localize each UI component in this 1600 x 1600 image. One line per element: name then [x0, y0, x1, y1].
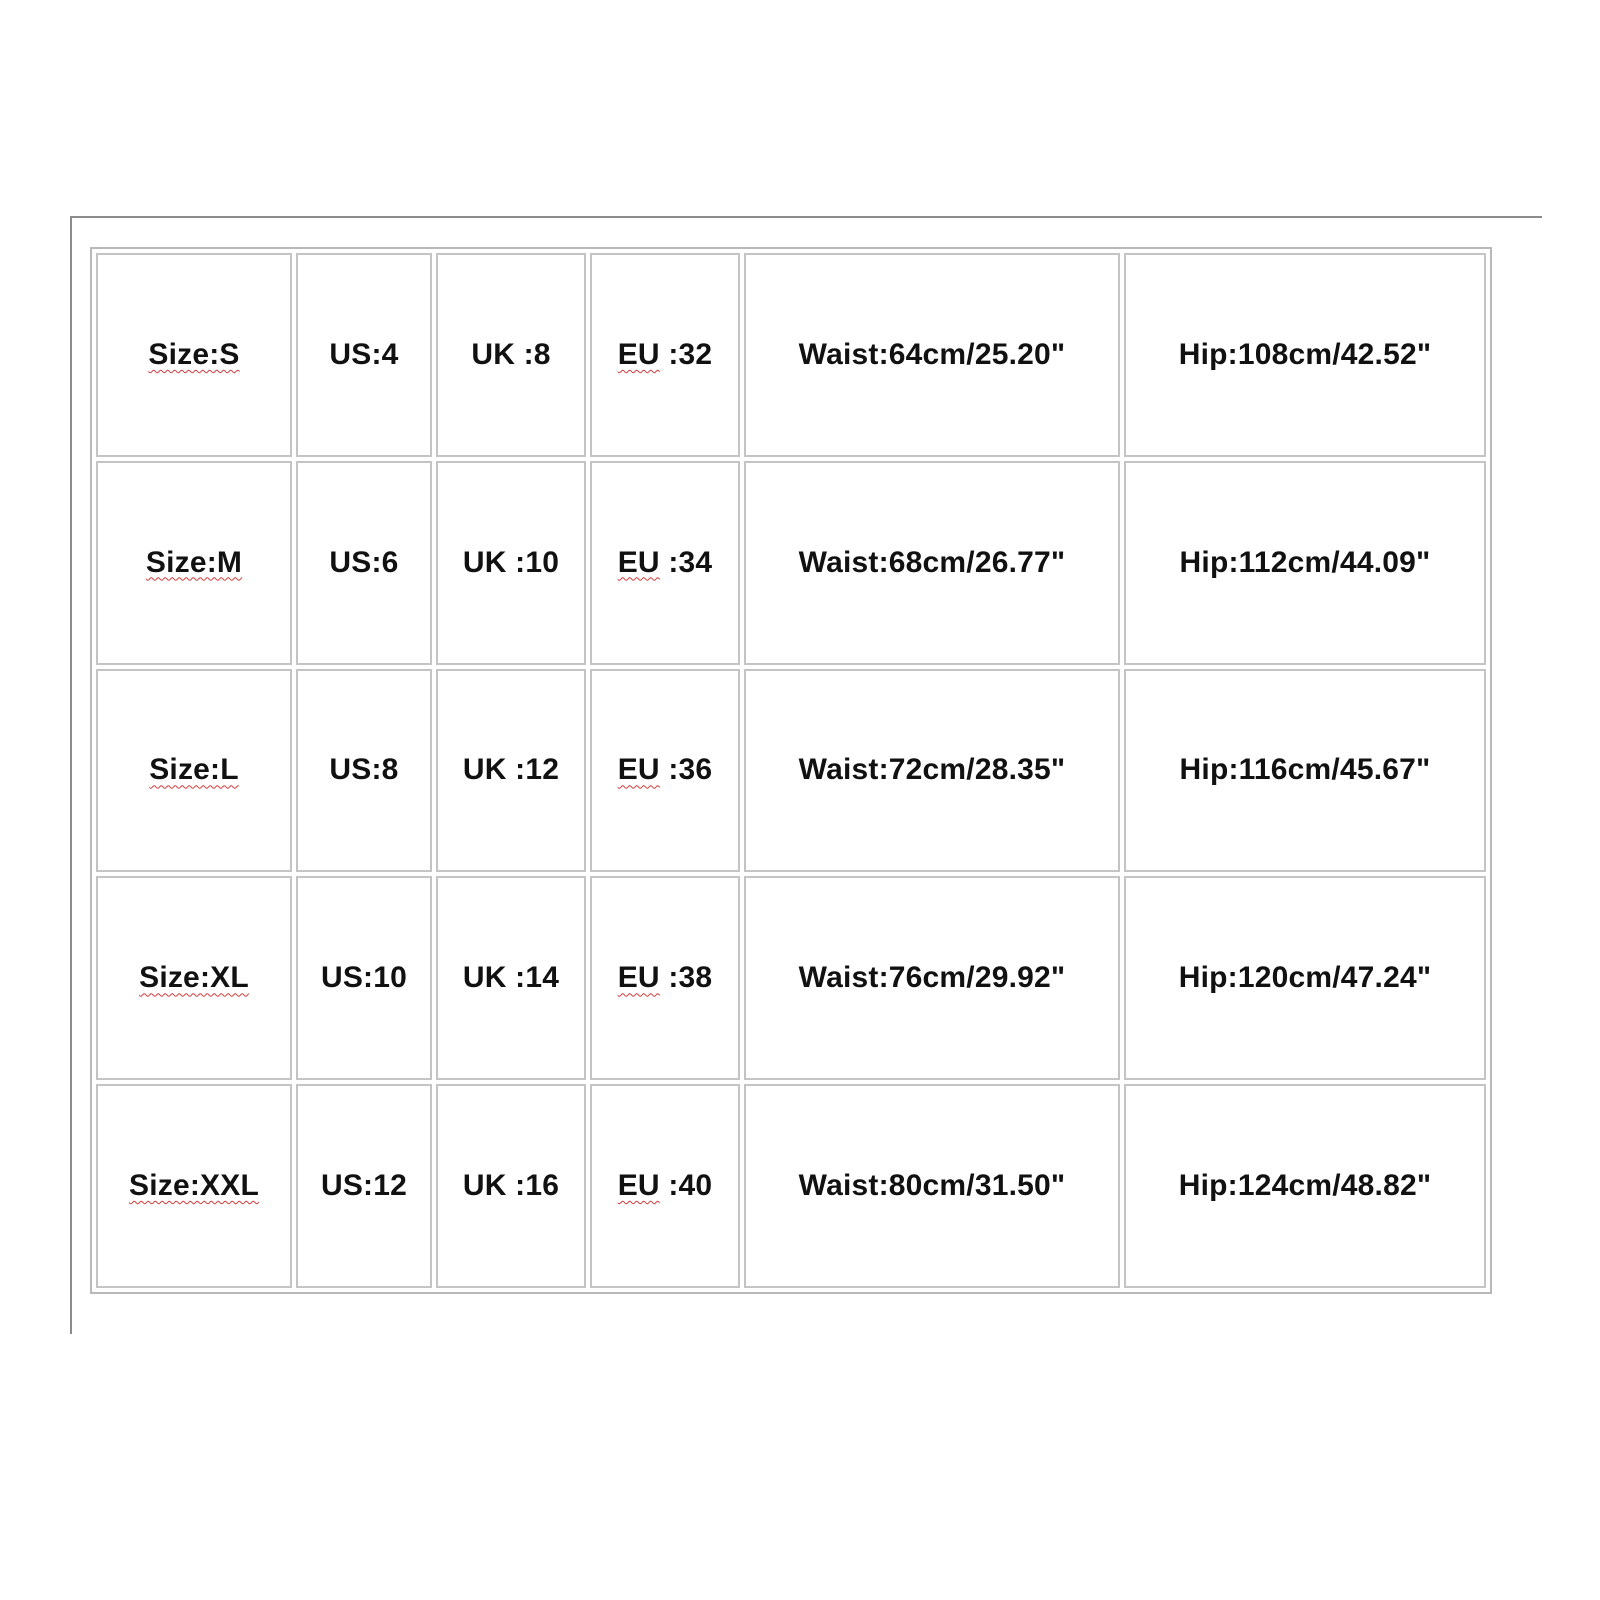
- size-label: Size:S: [148, 337, 240, 371]
- eu-size-cell: [590, 1084, 740, 1288]
- us-size-cell: US:10: [296, 876, 432, 1080]
- size-cell: [96, 669, 292, 873]
- uk-size-cell: UK :8: [436, 253, 586, 457]
- size-label: Size:L: [149, 753, 239, 787]
- eu-value: :40: [659, 1169, 713, 1203]
- size-label: Size:M: [145, 545, 243, 579]
- waist-cell: Waist:64cm/25.20": [744, 253, 1120, 457]
- waist-cell: Waist:72cm/28.35": [744, 669, 1120, 873]
- eu-value: :34: [659, 545, 713, 579]
- size-cell: [96, 253, 292, 457]
- table-row: [96, 876, 1486, 1080]
- hip-cell: Hip:112cm/44.09": [1124, 461, 1486, 665]
- size-cell: [96, 461, 292, 665]
- us-size-cell: US:8: [296, 669, 432, 873]
- uk-size-cell: UK :12: [436, 669, 586, 873]
- waist-cell: Waist:68cm/26.77": [744, 461, 1120, 665]
- hip-cell: Hip:108cm/42.52": [1124, 253, 1486, 457]
- eu-prefix: EU: [617, 961, 660, 995]
- uk-size-cell: UK :16: [436, 1084, 586, 1288]
- eu-size-cell: [590, 669, 740, 873]
- eu-value: :32: [659, 337, 713, 371]
- us-size-cell: US:12: [296, 1084, 432, 1288]
- size-chart-table-container: [90, 247, 1492, 1294]
- eu-prefix: EU: [617, 1169, 660, 1203]
- table-row: [96, 1084, 1486, 1288]
- size-cell: [96, 1084, 292, 1288]
- frame-left-border: [70, 216, 72, 1334]
- size-chart-table: [92, 249, 1490, 1292]
- uk-size-cell: UK :14: [436, 876, 586, 1080]
- size-cell: [96, 876, 292, 1080]
- size-label: Size:XL: [139, 961, 249, 995]
- eu-value: :36: [659, 753, 713, 787]
- us-size-cell: US:6: [296, 461, 432, 665]
- uk-size-cell: UK :10: [436, 461, 586, 665]
- table-row: [96, 253, 1486, 457]
- table-row: [96, 461, 1486, 665]
- hip-cell: Hip:116cm/45.67": [1124, 669, 1486, 873]
- eu-value: :38: [659, 961, 713, 995]
- frame-top-border: [70, 216, 1542, 218]
- eu-size-cell: [590, 876, 740, 1080]
- eu-size-cell: [590, 253, 740, 457]
- eu-size-cell: [590, 461, 740, 665]
- us-size-cell: US:4: [296, 253, 432, 457]
- eu-prefix: EU: [617, 337, 660, 371]
- waist-cell: Waist:80cm/31.50": [744, 1084, 1120, 1288]
- size-label: Size:XXL: [129, 1169, 259, 1203]
- eu-prefix: EU: [617, 753, 660, 787]
- eu-prefix: EU: [617, 545, 660, 579]
- waist-cell: Waist:76cm/29.92": [744, 876, 1120, 1080]
- table-row: [96, 669, 1486, 873]
- hip-cell: Hip:120cm/47.24": [1124, 876, 1486, 1080]
- hip-cell: Hip:124cm/48.82": [1124, 1084, 1486, 1288]
